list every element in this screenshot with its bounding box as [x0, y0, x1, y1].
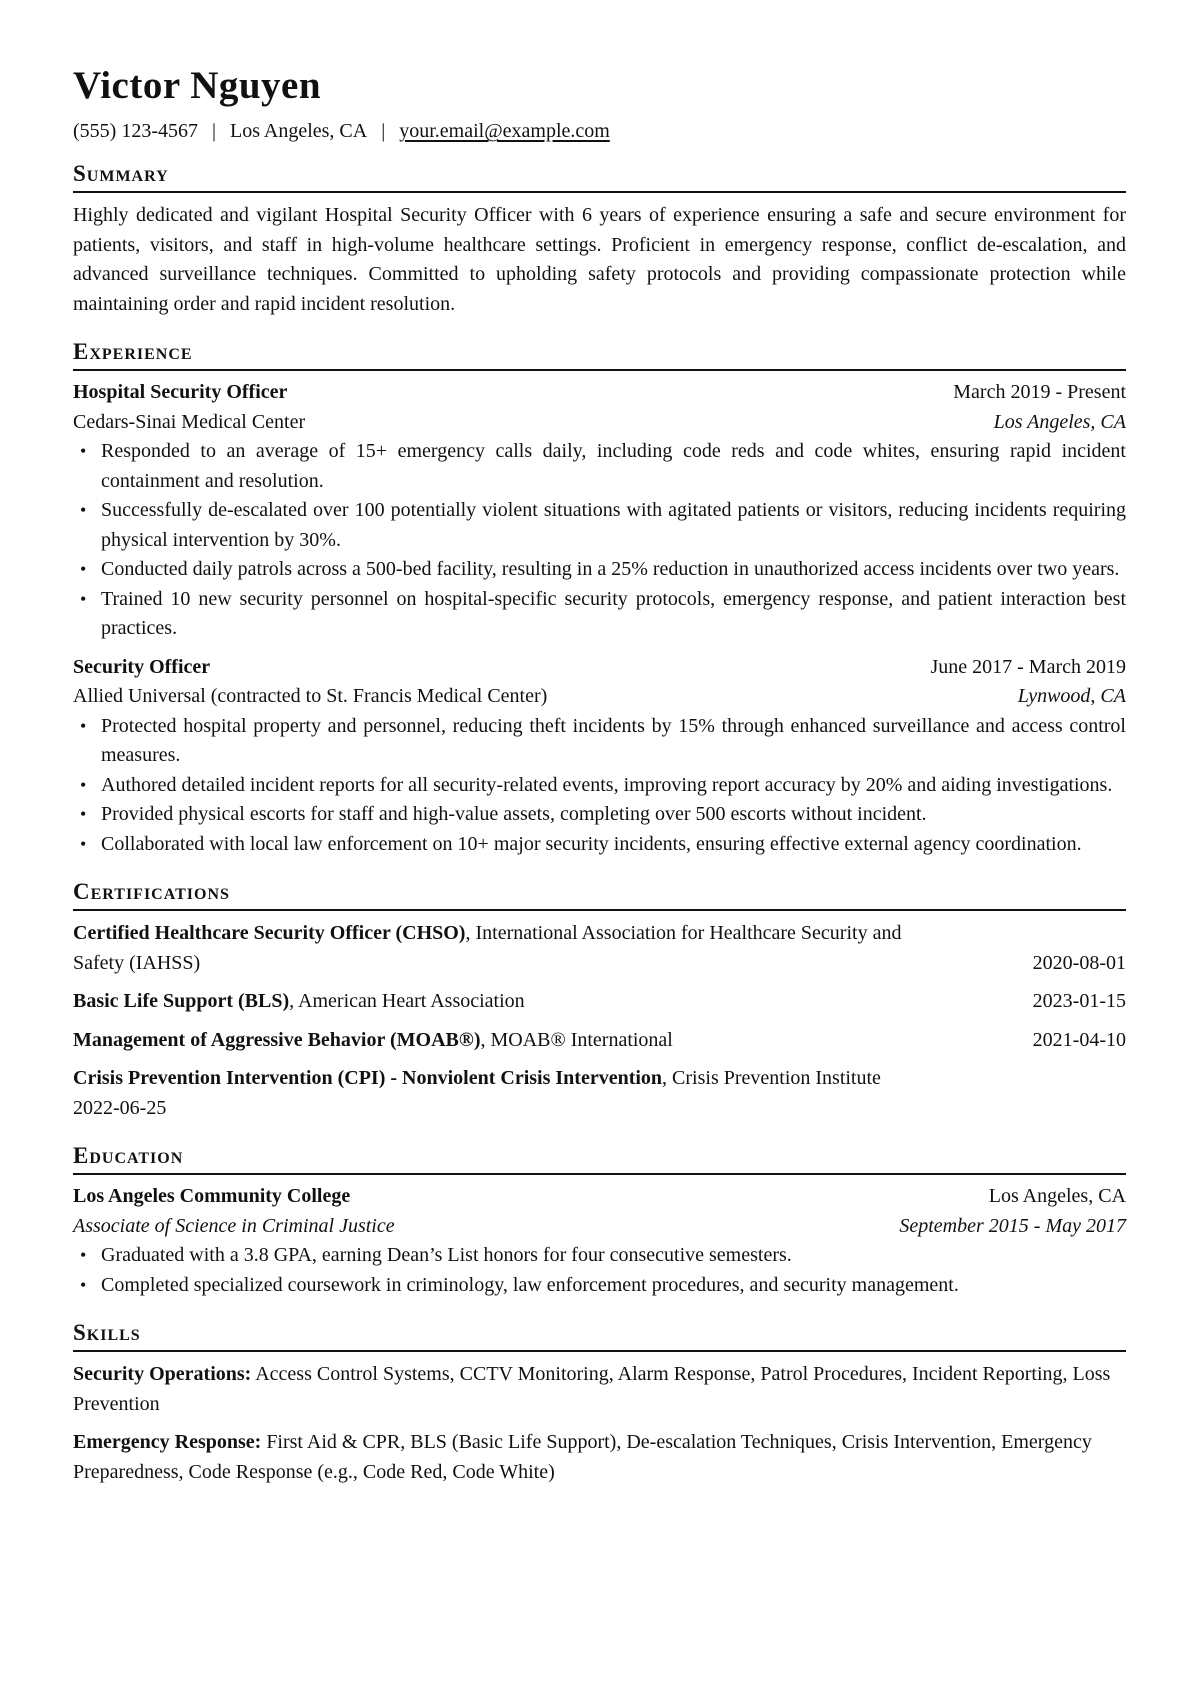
school-name: Los Angeles Community College [73, 1185, 351, 1207]
certification-issuer: , American Heart Association [289, 990, 525, 1012]
job-location: Lynwood, CA [1017, 685, 1126, 707]
job-title: Security Officer [73, 655, 211, 678]
job-entry [73, 378, 1126, 644]
job-bullet: • Successfully de-escalated over 100 potentially violent situations with agitated patients or visitors, reducing incidents requiring physical intervention by 30%. [73, 496, 1126, 555]
certification-date: 2022-06-25 [73, 1096, 167, 1119]
email-link[interactable]: your.email@example.com [399, 120, 610, 142]
section-title-education: Education [73, 1143, 1126, 1175]
job-company: Cedars-Sinai Medical Center [73, 410, 306, 433]
section-title-summary: Summary [73, 161, 1126, 193]
skill-group [73, 1360, 1126, 1419]
job-bullet: • Responded to an average of 15+ emergency calls daily, including code reds and code whites, ensuring rapid incident containment and resolution. [73, 437, 1126, 496]
certification-issuer: , MOAB® International [480, 1028, 673, 1051]
certification-name: Basic Life Support (BLS) [73, 990, 290, 1012]
resume-page [73, 56, 1126, 1487]
certification-entry [73, 1026, 1126, 1056]
certification-entry [73, 1064, 1126, 1123]
candidate-name: Victor Nguyen [73, 64, 322, 107]
certification-issuer: , Crisis Prevention Institute [662, 1067, 881, 1089]
skill-group-label: Emergency Response: [73, 1431, 262, 1453]
contact-separator: | [381, 120, 386, 142]
job-dates: June 2017 - March 2019 [930, 655, 1126, 678]
certification-name: Crisis Prevention Intervention (CPI) - Nonviolent Crisis Intervention [73, 1067, 663, 1089]
education-bullets [73, 1241, 1126, 1300]
contact-line [73, 119, 1126, 143]
job-bullet: • Collaborated with local law enforcement on 10+ major security incidents, ensuring effective external agency coordination. [73, 830, 1126, 860]
skills-section [73, 1320, 1126, 1487]
skill-group-items: First Aid & CPR, BLS (Basic Life Support), De-escalation Techniques, Crisis Intervention, Emergency Preparedness, Code Response (e.g., Code Red, Code White) [73, 1431, 1092, 1483]
job-location: Los Angeles, CA [993, 410, 1126, 433]
certifications-section [73, 879, 1126, 1123]
experience-section [73, 339, 1126, 859]
resume-header [73, 64, 1126, 143]
contact-separator: | [211, 120, 216, 142]
education-bullet: • Completed specialized coursework in criminology, law enforcement procedures, and security management. [73, 1271, 1126, 1301]
certification-date: 2020-08-01 [1032, 951, 1126, 974]
certification-issuer-continued: Safety (IAHSS) [73, 951, 201, 974]
certification-entry [73, 987, 1126, 1017]
education-section [73, 1143, 1126, 1300]
job-bullet: • Conducted daily patrols across a 500-bed facility, resulting in a 25% reduction in unauthorized access incidents over two years. [73, 555, 1126, 585]
education-dates: September 2015 - May 2017 [899, 1214, 1126, 1237]
job-bullet: • Authored detailed incident reports for all security-related events, improving report accuracy by 20% and aiding investigations. [73, 771, 1126, 801]
section-title-skills: Skills [73, 1320, 1126, 1352]
job-bullets [73, 437, 1126, 644]
job-dates: March 2019 - Present [953, 381, 1126, 403]
skill-group-label: Security Operations: [73, 1363, 252, 1385]
certification-name: Certified Healthcare Security Officer (CHSO) [73, 922, 466, 944]
certification-entry [73, 919, 1126, 978]
summary-text: Highly dedicated and vigilant Hospital Security Officer with 6 years of experience ensuring a safe and secure environment for patients, visitors, and staff in high-volume healthcare settings. Proficient in emergency response, conflict de-escalation, and advanced surveillance techniques. Committed to upholding safety protocols and providing compassionate protection while maintaining order and rapid incident resolution. [73, 204, 1126, 315]
phone-number: (555) 123-4567 [73, 120, 198, 142]
school-location: Los Angeles, CA [988, 1185, 1126, 1207]
job-bullets [73, 712, 1126, 860]
job-bullet: • Provided physical escorts for staff and high-value assets, completing over 500 escorts without incident. [73, 800, 1126, 830]
degree-name: Associate of Science in Criminal Justice [73, 1214, 395, 1237]
skill-group-items: Access Control Systems, CCTV Monitoring, Alarm Response, Patrol Procedures, Incident Reporting, Loss Prevention [73, 1363, 1111, 1415]
job-bullet: • Trained 10 new security personnel on hospital-specific security protocols, emergency response, and patient interaction best practices. [73, 585, 1126, 644]
job-title: Hospital Security Officer [73, 381, 288, 403]
contact-location: Los Angeles, CA [230, 120, 368, 142]
section-title-certifications: Certifications [73, 879, 1126, 911]
certification-name: Management of Aggressive Behavior (MOAB®) [73, 1028, 481, 1051]
certification-date: 2021-04-10 [1032, 1028, 1126, 1051]
certification-issuer: , International Association for Healthcare Security and [465, 922, 902, 944]
job-bullet: • Protected hospital property and personnel, reducing theft incidents by 15% through enhanced surveillance and access control measures. [73, 712, 1126, 771]
education-entry [73, 1182, 1126, 1300]
certification-date: 2023-01-15 [1032, 990, 1126, 1012]
job-company: Allied Universal (contracted to St. Francis Medical Center) [73, 685, 548, 707]
education-bullet: • Graduated with a 3.8 GPA, earning Dean’s List honors for four consecutive semesters. [73, 1241, 1126, 1271]
job-entry [73, 653, 1126, 860]
section-title-experience: Experience [73, 339, 1126, 371]
skill-group [73, 1428, 1126, 1487]
summary-section [73, 161, 1126, 319]
